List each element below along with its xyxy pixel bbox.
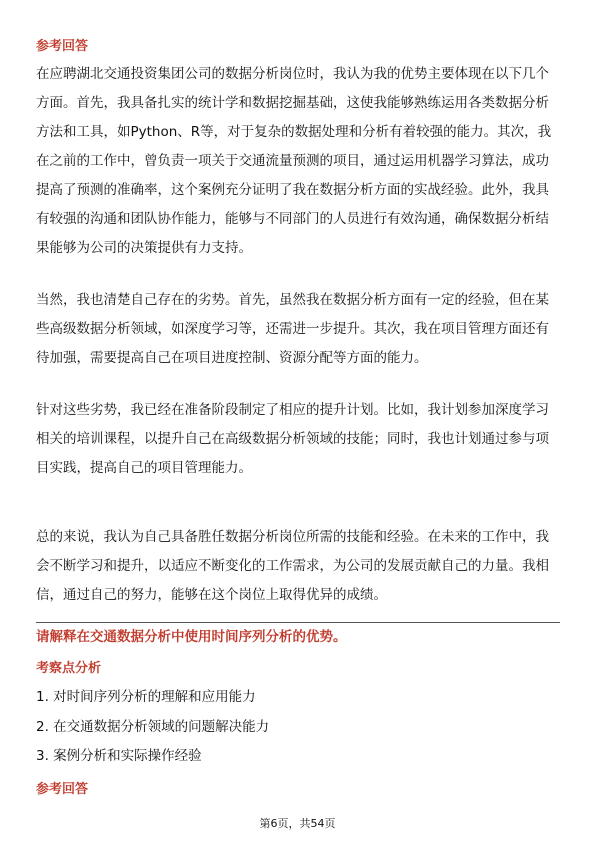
analysis-heading: 考察点分析 bbox=[36, 661, 102, 676]
analysis-item-3: 3. 案例分析和实际操作经验 bbox=[36, 748, 202, 764]
answer-paragraph-1: 在应聘湖北交通投资集团公司的数据分析岗位时，我认为我的优势主要体现在以下几个方面。首先，我具备扎实的统计学和数据挖掘基础，这使我能够熟练运用各类数据分析方法和工具，如Python、R等，对于复杂的数据处理和分析有着较强的能力。其次，我在之前的工作中，曾负责一项关于交通流量预测的项目，通过运用机器学习算法，成功提高了预测的准确率，这个案例充分证明了我在数据分析方面的实战经验。此外，我具有较强的沟通和团队协作能力，能够与不同部门的人员进行有效沟通，确保数据分析结果能够为公司的决策提供有力支持。 bbox=[36, 66, 552, 256]
answer-paragraph-3: 针对这些劣势，我已经在准备阶段制定了相应的提升计划。比如，我计划参加深度学习相关的培训课程，以提升自己在高级数据分析领域的技能；同时，我也计划通过参与项目实践，提高自己的项目管理能力。 bbox=[36, 402, 549, 476]
analysis-item-1: 1. 对时间序列分析的理解和应用能力 bbox=[36, 689, 256, 705]
section-divider bbox=[36, 622, 560, 623]
page-number: 第6页，共54页 bbox=[259, 817, 336, 830]
reference-answer-heading: 参考回答 bbox=[36, 39, 89, 54]
question-title: 请解释在交通数据分析中使用时间序列分析的优势。 bbox=[36, 629, 347, 645]
answer-paragraph-2: 当然，我也清楚自己存在的劣势。首先，虽然我在数据分析方面有一定的经验，但在某些高级数据分析领域，如深度学习等，还需进一步提升。其次，我在项目管理方面还有待加强，需要提高自己在项目进度控制、资源分配等方面的能力。 bbox=[36, 292, 549, 366]
answer-paragraph-4: 总的来说，我认为自己具备胜任数据分析岗位所需的技能和经验。在未来的工作中，我会不断学习和提升，以适应不断变化的工作需求，为公司的发展贡献自己的力量。我相信，通过自己的努力，能够在这个岗位上取得优异的成绩。 bbox=[36, 529, 549, 603]
reference-answer-heading-2: 参考回答 bbox=[36, 782, 89, 797]
analysis-item-2: 2. 在交通数据分析领域的问题解决能力 bbox=[36, 719, 270, 735]
